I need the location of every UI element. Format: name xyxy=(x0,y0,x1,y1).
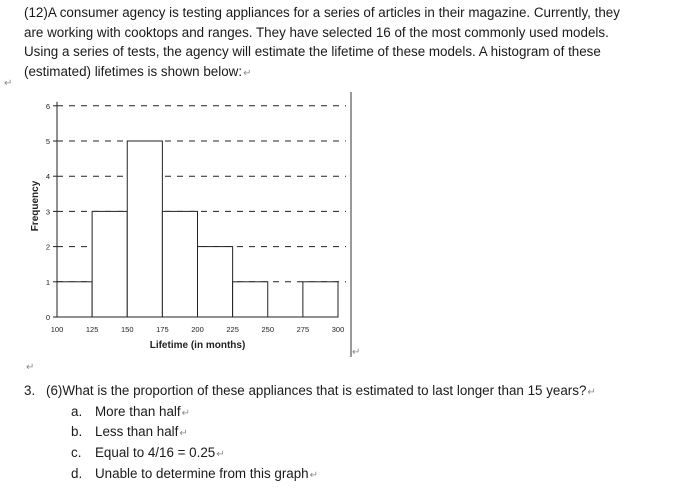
option-text: Equal to 4/16 = 0.25 xyxy=(95,445,216,460)
x-tick-label: 175 xyxy=(156,325,169,334)
y-axis-title: Frequency xyxy=(30,180,41,232)
histogram-bar xyxy=(198,247,233,317)
x-axis-title: Lifetime (in months) xyxy=(149,340,246,351)
y-tick-label: 3 xyxy=(45,207,50,217)
x-tick-label: 150 xyxy=(120,325,134,334)
paragraph-mark: ↵ xyxy=(26,362,35,373)
question-number: 3. xyxy=(24,383,36,398)
y-tick-label: 0 xyxy=(45,313,50,322)
paragraph-mark: ↵ xyxy=(4,78,13,89)
y-tick-label: 4 xyxy=(45,172,50,182)
intro-line-1: (12)A consumer agency is testing appliances for a series of articles in their magazine. Currently, they xyxy=(24,5,620,20)
option-letter: b. xyxy=(71,424,83,439)
histogram-bar xyxy=(233,282,268,317)
paragraph-mark: ↵ xyxy=(216,449,225,460)
option-text: More than half xyxy=(95,404,181,419)
histogram-bar xyxy=(57,282,92,317)
x-tick-label: 275 xyxy=(296,325,310,334)
histogram-bar xyxy=(92,211,127,317)
question-text: (6)What is the proportion of these appliances that is estimated to last longer than 15 years? xyxy=(46,383,587,398)
paragraph-mark: ↵ xyxy=(181,408,190,419)
y-tick-label: 2 xyxy=(45,242,50,252)
option-text: Less than half xyxy=(95,424,179,439)
y-tick-label: 1 xyxy=(45,277,50,287)
histogram-bar xyxy=(303,282,338,317)
histogram-bar xyxy=(127,141,162,317)
paragraph-mark: ↵ xyxy=(309,470,319,481)
question-3 xyxy=(24,381,596,403)
histogram-bar xyxy=(162,211,197,317)
option-letter: c. xyxy=(71,445,82,460)
option-letter: d. xyxy=(71,466,83,481)
x-tick-label: 225 xyxy=(226,325,239,334)
paragraph-mark: ↵ xyxy=(352,347,361,358)
x-tick-label: 100 xyxy=(50,325,64,334)
paragraph-mark: ↵ xyxy=(179,428,188,439)
intro-line-3: Using a series of tests, the agency will estimate the lifetime of these models. A histogram of these xyxy=(24,44,601,59)
x-tick-label: 300 xyxy=(331,325,345,334)
option-letter: a. xyxy=(71,404,83,419)
y-tick-label: 6 xyxy=(45,101,50,111)
x-tick-label: 200 xyxy=(191,325,204,334)
paragraph-mark: ↵ xyxy=(243,67,252,79)
x-tick-label: 250 xyxy=(261,325,275,334)
option-a[interactable] xyxy=(71,402,190,424)
intro-line-4: (estimated) lifetimes is shown below: xyxy=(24,63,243,79)
option-text: Unable to determine from this graph xyxy=(95,466,309,481)
x-tick-label: 125 xyxy=(85,325,99,334)
y-tick-label: 5 xyxy=(45,137,50,146)
intro-line-2: are working with cooktops and ranges. They have selected 16 of the most commonly used models. xyxy=(24,24,609,40)
paragraph-mark: ↵ xyxy=(587,387,596,398)
option-b[interactable] xyxy=(71,422,188,444)
option-c[interactable] xyxy=(71,443,225,465)
option-d[interactable] xyxy=(71,464,318,486)
